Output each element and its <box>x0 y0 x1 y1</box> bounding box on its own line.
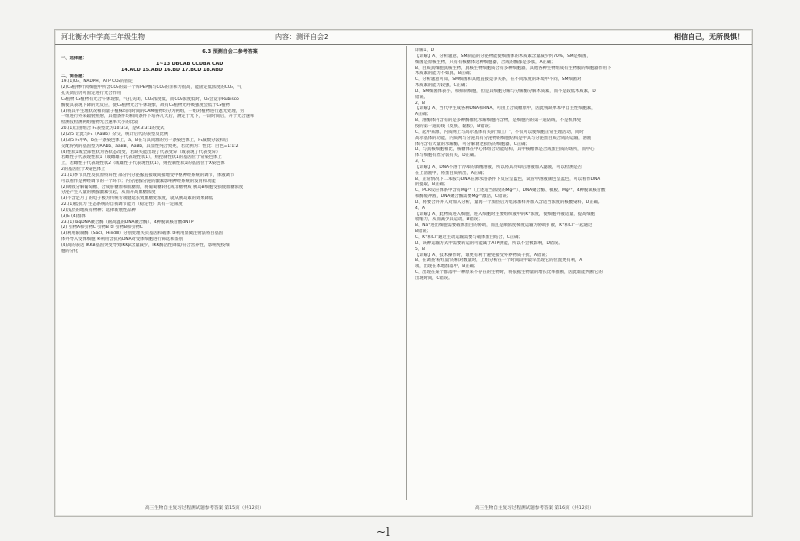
explanation-line: 木质素的能力较强，C正确； <box>415 83 470 89</box>
explanation-line: B、Na⁺进出细胞需要载体蛋白的协助，而且是顺浓度梯度运输为协助扩散，K⁺和Cl⁻一起通过 <box>415 223 593 229</box>
explanation-line: C、K⁺和Cl⁻通过主动运输需要与载体蛋白结合，C正确； <box>415 235 523 240</box>
explanation-line: D、与真核细胞相比，核糖体在中心体组合功能结构，其中核糖体是合成蛋白质的场所，而中心 <box>415 147 595 153</box>
choice-answers-row-1: 1~13 DBCAB CCDBA CAD <box>156 61 224 67</box>
page-footer <box>55 502 752 516</box>
left-column <box>61 48 399 498</box>
explanation-line: 和酶缓冲液，DNA聚合酶需要Mg²⁺激活，C错误； <box>415 194 511 200</box>
detailed-explanations <box>415 48 745 282</box>
explanation-line: C、起中来源，内质网上与高尔基体有关的'加工厂'，不仅可以使细胞正常生理活动，同时 <box>415 129 584 135</box>
explanation-line: B、正常情况下二苯胺与DNA在沸水浴条件下反应呈蓝色，试管中溶液颜色呈蓝色，可以看作DNA <box>415 176 601 182</box>
essay-answer-line: 若雌性子代表现性状1（或雌雄子代表现性状1），则控制性状1的基因位于常染色体上 <box>61 155 222 161</box>
essay-answer-line: 胞的分化 <box>61 248 79 254</box>
right-column <box>415 48 745 498</box>
explanation-line: B、溶酶体内含有的是多种酶催化水解细胞内含物，是细胞内的第一道防线，不是机体免 <box>415 118 582 124</box>
explanation-line: 2、B <box>415 100 425 106</box>
essay-answer-line: 分泌产生人量的胰腺激素引起，从而升高血糖浓度 <box>61 190 156 196</box>
essay-answer-line: (2) 引物A和引物C 引物B ② 引物B和引物C <box>61 225 143 231</box>
explanation-line: C、分析题意可知，SM细菌和其他直接竞争关系，在不同浓度的环境中不同，SM细菌对 <box>415 77 582 83</box>
essay-answer-line: (2)浅层的地质有物种；选择新展性品种 <box>61 207 136 213</box>
essay-answer-line: 交配得到的基因型为AAbb、aaBB、AaBb，其显性纯合致死，若比例为：性比：白色=1:1:2 <box>61 143 239 149</box>
explanation-line: 收缩力，从而减少其运动，B错误； <box>415 217 483 223</box>
explanation-line: 在上清液中，将蛋白质析出，A正确； <box>415 170 487 176</box>
explanation-line: 细菌是原核生物，只有有核糖体这种细胞器，合成的酶都是多肽，A正确； <box>415 59 556 65</box>
explanation-line: A正确； <box>415 112 431 118</box>
header-content: 内容：测评自会2 <box>275 33 329 41</box>
explanation-line: 详解1、D <box>415 48 434 53</box>
answer-title: 6.3 预测自会二参考答案 <box>202 49 258 55</box>
section-choice-heading: 一、选择题： <box>61 56 87 61</box>
essay-answer-line: 2的基因位于X染色体上 <box>61 167 106 173</box>
explanation-line: 出现时间，C错误。 <box>415 275 453 281</box>
answer-sheet <box>54 29 753 517</box>
explanation-line: D、将要合并并人对加入分析，量再一个加热后为电泳加样并加入含适当浓度的核酸染料，D正确。 <box>415 199 603 205</box>
essay-answer-line: (3)将其平生理状况相同量子植株均同时间的CAM植物均分为两组，一组对植物进行遮光处理，另 <box>61 108 245 114</box>
handwritten-mark: ~l <box>376 525 390 539</box>
essay-answers <box>61 79 399 254</box>
page-header <box>55 30 752 45</box>
essay-answer-line: 可以看作是神经调节的一个环节；内分泌腺分泌的激素影响神经系统的发育和功能 <box>61 178 216 184</box>
essay-answer-line: 孔关闭后仍可固定进行光合作用 <box>61 91 122 97</box>
explanation-line: D、SM细菌体表小，和抑制细胞，但是其细胞分解与分解酶分解木质素，而不是较低木质素，D <box>415 88 596 94</box>
essay-answer-line: C₄植物 C₄植物有光合午休现象，气孔关闭，CO₂浓度低，而CO₂浓度低时，O₂会竞争Rubisco <box>61 96 239 102</box>
essay-answer-line: 酶使其表现下降的光反应，使C₄植物光合午休现象，故有C₄植物光呼吸强度会低于C₃植物 <box>61 102 230 108</box>
explanation-line: 【详解】A、当代中生成各种DNA和RNA，可由上合成糖原中，因此残缺单本中自主性细胞素， <box>415 106 596 112</box>
essay-answer-line: 21.(1)季节具性及抗原特异性 部分内分泌腺直接或间接地受中枢神经系统的调节，体液调节 <box>61 172 235 178</box>
header-school: 河北衡水中学高三年级生物 <box>61 33 145 41</box>
explanation-line: 错误。 <box>415 94 428 100</box>
choice-answers-row-2: 14.ACD 15.ABD 16.BD 17.BCD 18.ABD <box>121 67 223 73</box>
explanation-line: 【详解】A、技术操作时，谁更有利于避免接受外界物质干扰，A错误； <box>415 252 550 258</box>
essay-answer-line: (3)E (4)群体 <box>61 213 86 219</box>
explanation-line: 项，出现在本地群落中，B正确； <box>415 264 479 270</box>
essay-answer-line: (3)不含足月了的电子极为传统专项健延长致血糖处浓度，就从胰岛素的效果降低 <box>61 196 214 202</box>
section-essay-heading: 二、简答题： <box>61 73 87 79</box>
essay-answer-line: (3)3/5 F₁中A、b在一条染色体上，a、B在与其同源的另一条染色体上，F₁减数分裂和后 <box>61 137 229 143</box>
explanation-line: 5、B <box>415 246 425 252</box>
footer-right-page: 高三生物自主复习过程测试题参考答案 第16页（共12页） <box>475 506 594 511</box>
essay-answer-line: 一组进行外来辐射照射，其他条件均相同条件下培养几天后，测定于光下，一段时间后，开于光合速率 <box>61 114 255 120</box>
essay-answer-line: (2)2/5 让此与F₁（AaBb）杂交，统计后代的表型及比例 <box>61 131 169 137</box>
essay-answer-line: 19.(1)O₂、NADPH、ATP CO₂的固定 <box>61 79 134 85</box>
explanation-line: 【详解】A、分析题意，SM制造的分泌物能使细菌体的木质素含量减少约70%，SM是细菌， <box>415 53 591 59</box>
essay-answer-line: (2)吸收分解葡萄糖、合成肝糖原和肌糖原，将葡萄糖转化成非糖物质 胰岛B细胞受损使血糖浓度 <box>61 184 244 190</box>
essay-answer-line: 检测仪检测两组植物光合速率大小的比较 <box>61 120 139 126</box>
essay-answer-line: (4)高的表达 IKKB基因突变导致IKKβ含量减少，IKK酶活性降低/符合营养性，影响免疫细 <box>61 243 230 248</box>
explanation-line: B、在调查'粉红鼠'的相对数量时，上组分析在一个时间段中最早出现它的位置更有利，A <box>415 258 583 264</box>
header-motto: 相信自己，无所畏惧！ <box>674 33 744 41</box>
explanation-line: 【详解】A、此物质进入细胞，进入细胞时主要组织液中的K⁺浓度，使细胞外液适量，提高细胞 <box>415 211 595 217</box>
essay-answer-line: (3)利用限制酶（SacⅠ、HindⅢ）分别处理失页基因和载体 ③利用显微注射法将目基因 <box>61 231 224 237</box>
essay-answer-line: 上，若雌性子代表现性状2（或雄性子代表现性状1），则控制性状1的基因位于X染色体 <box>61 161 225 167</box>
column-divider <box>406 46 407 500</box>
essay-answer-line: (4)性状1或全部性状为各状态改变，若缺失能出现了代表变异（或表现了代表变异） <box>61 149 221 155</box>
explanation-line: 4、A <box>415 205 425 211</box>
essay-answer-line: 22.(1)抵抗力 生态系统的自我调节能力（稳定性）具有一定限度 <box>61 202 183 208</box>
explanation-line: 【详解】A、DNA不溶于冷却的酒精溶液，所以将其冷却后溶液加入滤液，可以检测是否 <box>415 164 583 170</box>
explanation-line: 高尔基体的功能，内质网与分泌具有分泌物的细胞结构是中其与分泌蛋白质合成的运输，溶液 <box>415 135 592 141</box>
explanation-line: C、PCR反应体系中含有Mg²⁺（上述适当浓度的Mg²⁺）、DNA聚合酶、模板、Mg²⁺、4种脱氧核苷酸 <box>415 188 606 194</box>
essay-answer-line: 体外导入受体细胞 ④利用含抗药DNA对受体细胞进行筛选和鉴别 <box>61 237 184 243</box>
essay-answer-line: 23.(1)TaqDNA聚合酶（耐高温的DNA聚合酶）、4种脱氧核苷酸dNTP <box>61 219 194 225</box>
explanation-line: 木质素的能力不如真，B正确； <box>415 71 474 77</box>
explanation-line: 3、C <box>415 159 426 165</box>
essay-answer-line: (2)C₄植物叶肉细胞中所含CO₂的第一个库PEP酶与CO₂的亲和力很高，能固定低浓度的CO₂，气 <box>61 85 242 91</box>
explanation-line: D、该种运输方式中需要转运的可能属于ATP供能，所以不会被影响，D错误。 <box>415 240 563 246</box>
explanation-line: 疫的第一道防线（皮肤、黏膜），B错误； <box>415 123 494 129</box>
explanation-line: 的提取，B正确； <box>415 182 449 188</box>
essay-answer-line: 20.(1)自由组合 F₁表型比为10:3:3，是9:3:3:1的变式 <box>61 126 165 132</box>
explanation-line: C、出现在某个群落中一种原来不存在的生物时，将依据生物量的增长比率推断，因此谁能判断它的 <box>415 270 603 276</box>
footer-left-page: 高三生物自主复习过程测试题参考答案 第15页（共12页） <box>145 506 264 511</box>
explanation-line: B、白质真细胞真核生物，真核生物细胞质合有多种细胞器，其他各种生物组成有生物膜的细胞器作用下 <box>415 65 612 71</box>
explanation-line: 体与细胞有丝分裂有关，D正确。 <box>415 153 479 159</box>
explanation-line: B错误； <box>415 229 431 235</box>
explanation-line: 体内含有大量的水解酶，可分解衰老损伤的细胞器，C正确； <box>415 141 530 147</box>
